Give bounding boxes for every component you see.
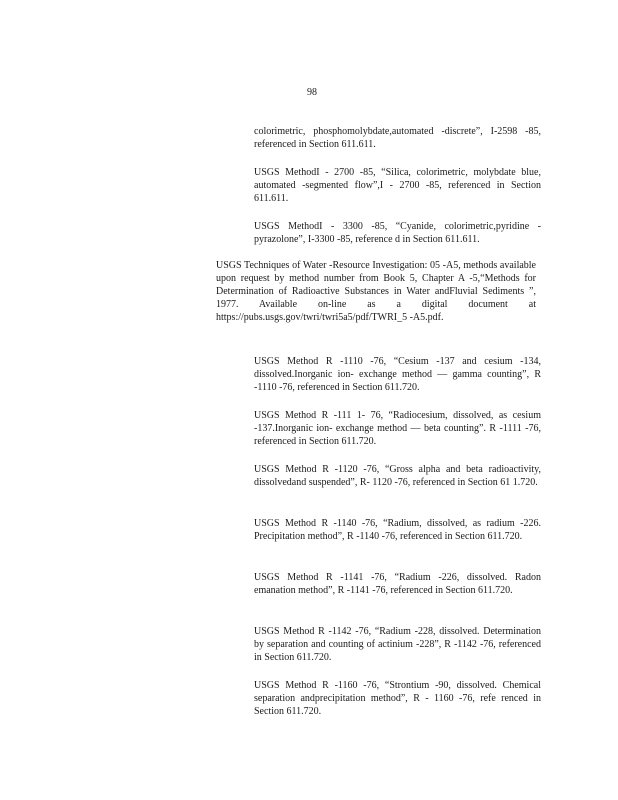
reference-entry — [216, 259, 536, 324]
reference-text: USGS Techniques of Water -Resource Investigation: 05 -A5, methods available upon request by method number from Book 5, Chapter A -5,“Methods for Determination of Radioactive Substances in Water andFluvial Sediments ”, 1977. Available on-line as a digital document at https://pubs.usgs.gov/twri/twri5a5/pdf/TWRI_5 -A5.pdf. — [216, 260, 536, 323]
reference-text: USGS Method R -1140 -76, “Radium, dissolved, as radium -226. Precipitation method”, R -1140 -76, referenced in Section 611.720. — [254, 518, 541, 542]
reference-text: USGS Method R -1142 -76, “Radium -228, dissolved. Determination by separation and counting of actinium -228”, R -1142 -76, referenced in Section 611.720. — [254, 626, 541, 663]
reference-entry — [254, 409, 541, 448]
reference-text: USGS Method R -1120 -76, “Gross alpha and beta radioactivity, dissolvedand suspended”, R- 1120 -76, referenced in Section 61 1.720. — [254, 464, 541, 488]
reference-text: USGS Method R -1160 -76, “Strontium -90, dissolved. Chemical separation andprecipitation method”, R - 1160 -76, refe renced in Section 611.720. — [254, 680, 541, 717]
reference-entry — [254, 679, 541, 718]
reference-text: USGS Method R -1110 -76, “Cesium -137 and cesium -134, dissolved.Inorganic ion- exchange method — gamma counting”, R -1110 -76, referenced in Section 611.720. — [254, 356, 541, 393]
page-number: 98 — [307, 87, 317, 98]
reference-text: USGS Method R -1141 -76, “Radium -226, dissolved. Radon emanation method”, R -1141 -76, referenced in Section 611.720. — [254, 572, 541, 596]
reference-entry — [254, 463, 541, 489]
reference-text: USGS MethodI - 2700 -85, “Silica, colorimetric, molybdate blue, automated -segmented flow”,I - 2700 -85, referenced in Section 611.611. — [254, 167, 541, 204]
reference-entry — [254, 625, 541, 664]
reference-text: USGS Method R -111 1- 76, “Radiocesium, dissolved, as cesium -137.Inorganic ion- exchange method — beta counting”. R -1111 -76, referenced in Section 611.720. — [254, 410, 541, 447]
reference-entry — [254, 355, 541, 394]
reference-entry — [254, 125, 541, 151]
reference-text: colorimetric, phosphomolybdate,automated -discrete”, I-2598 -85, referenced in Section 611.611. — [254, 126, 541, 150]
reference-text: USGS MethodI - 3300 -85, “Cyanide, colorimetric,pyridine -pyrazolone”, I-3300 -85, reference d in Section 611.611. — [254, 221, 541, 245]
reference-entry — [254, 517, 541, 543]
reference-entry — [254, 220, 541, 246]
reference-entry — [254, 166, 541, 205]
reference-entry — [254, 571, 541, 597]
